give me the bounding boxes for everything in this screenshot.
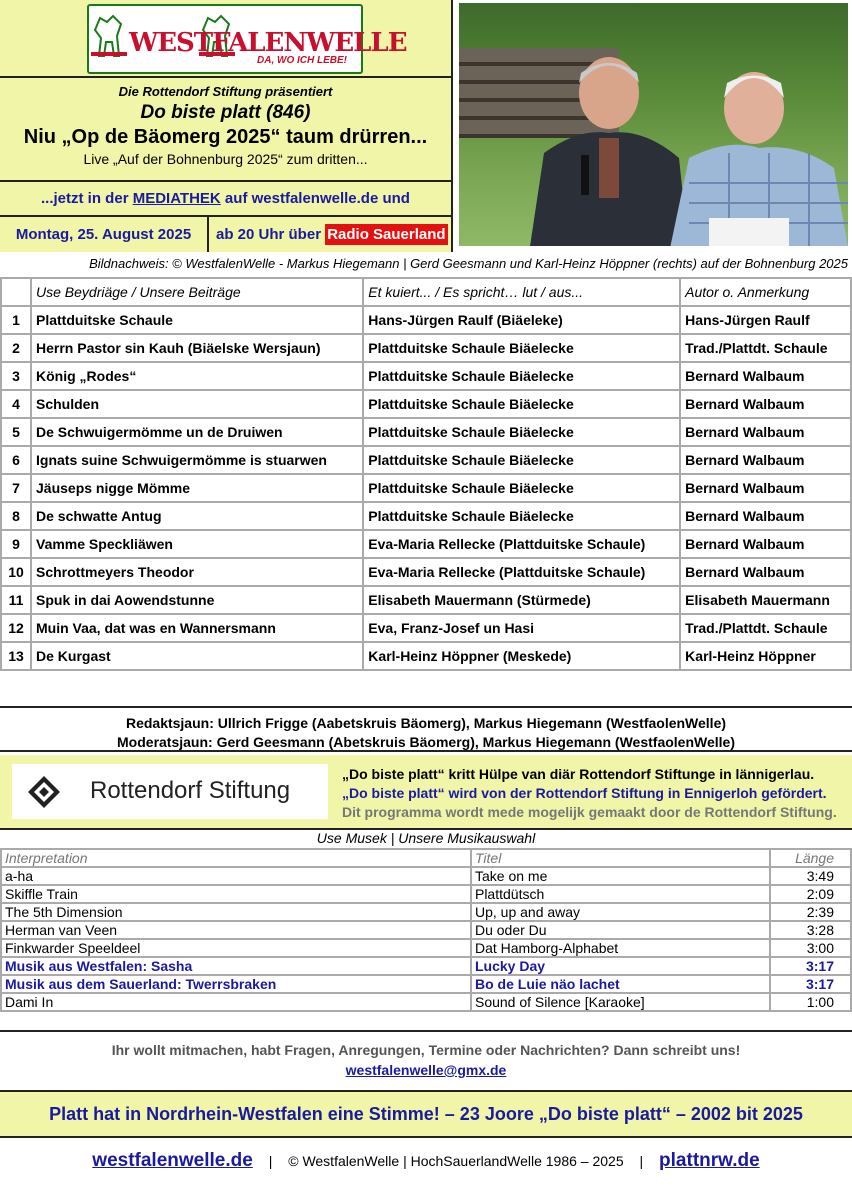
program-number: 5 [1, 418, 31, 446]
program-number: 8 [1, 502, 31, 530]
music-title: Take on me [471, 867, 770, 885]
broadcast-time-text: ab 20 Uhr über [216, 226, 326, 243]
program-author: Karl-Heinz Höppner [680, 642, 851, 670]
music-artist: a-ha [1, 867, 471, 885]
music-title: Up, up and away [471, 903, 770, 921]
anniversary-banner: Platt hat in Nordrhein-Westfalen eine Stimme! – 23 Joore „Do biste platt“ – 2002 bit 2025 [0, 1090, 852, 1138]
footer [0, 1150, 852, 1172]
program-author: Bernard Walbaum [680, 446, 851, 474]
program-title: De schwatte Antug [31, 502, 363, 530]
music-row [1, 975, 851, 993]
horse-icon [91, 12, 127, 60]
music-section-title: Use Musek | Unsere Musikauswahl [316, 830, 536, 846]
program-title: Jäuseps nigge Mömme [31, 474, 363, 502]
music-table [0, 848, 852, 1012]
program-speaker: Plattduitske Schaule Biäelecke [363, 334, 680, 362]
music-artist: Dami In [1, 993, 471, 1011]
music-artist: Finkwarder Speeldeel [1, 939, 471, 957]
program-row [1, 614, 851, 642]
show-title: Do biste platt (846) [140, 102, 311, 123]
episode-subtitle: Live „Auf der Bohnenburg 2025“ zum dritten... [83, 151, 368, 167]
music-row [1, 921, 851, 939]
moderation-line: Moderatsjaun: Gerd Geesmann (Abetskruis Bäomerg), Markus Hiegemann (WestfaolenWelle) [117, 734, 735, 750]
program-speaker: Eva, Franz-Josef un Hasi [363, 614, 680, 642]
program-title: Schrottmeyers Theodor [31, 558, 363, 586]
program-title: Spuk in dai Aowendstunne [31, 586, 363, 614]
program-header-cell: Autor o. Anmerkung [680, 278, 851, 306]
presenter-line: Die Rottendorf Stiftung präsentiert [118, 84, 333, 99]
music-title: Plattdütsch [471, 885, 770, 903]
rottendorf-logo-text: Rottendorf Stiftung [90, 777, 291, 804]
contact-email-link[interactable]: westfalenwelle@gmx.de [345, 1062, 507, 1078]
program-header-row [1, 278, 851, 306]
team-credits [0, 706, 852, 752]
footer-westfalenwelle-link[interactable]: westfalenwelle.de [92, 1150, 253, 1171]
music-row [1, 885, 851, 903]
logo-wordmark: WESTFALENWELLE [129, 28, 407, 58]
program-author: Trad./Plattdt. Schaule [680, 614, 851, 642]
sponsor-text [342, 765, 837, 822]
program-header-cell: Use Beydriäge / Unsere Beiträge [31, 278, 363, 306]
diamond-icon [28, 776, 60, 808]
program-row [1, 558, 851, 586]
mediathek-prefix: ...jetzt in der [41, 190, 133, 207]
broadcast-line [0, 216, 451, 252]
music-length: 3:17 [770, 957, 851, 975]
photo-credits: Bildnachweis: © WestfalenWelle - Markus Hiegemann | Gerd Geesmann und Karl-Heinz Höppner (rechts) auf der Bohnenburg 2025 [89, 256, 848, 271]
music-row [1, 957, 851, 975]
music-artist: Musik aus Westfalen: Sasha [1, 957, 471, 975]
presentation-block [0, 80, 451, 167]
program-author: Hans-Jürgen Raulf [680, 306, 851, 334]
music-row [1, 903, 851, 921]
program-speaker: Elisabeth Mauermann (Stürmede) [363, 586, 680, 614]
music-artist: Herman van Veen [1, 921, 471, 939]
footer-plattnrw-link[interactable]: plattnrw.de [659, 1150, 760, 1171]
broadcast-date: Montag, 25. August 2025 [0, 216, 209, 252]
program-speaker: Karl-Heinz Höppner (Meskede) [363, 642, 680, 670]
program-title: König „Rodes“ [31, 362, 363, 390]
program-title: De Schwuigermömme un de Druiwen [31, 418, 363, 446]
program-number: 1 [1, 306, 31, 334]
music-length: 2:39 [770, 903, 851, 921]
program-row [1, 362, 851, 390]
program-speaker: Plattduitske Schaule Biäelecke [363, 502, 680, 530]
sponsor-line-dutch: Dit programma wordt mede mogelijk gemaakt door de Rottendorf Stiftung. [342, 804, 837, 820]
mediathek-link[interactable]: MEDIATHEK [132, 190, 221, 207]
program-table [0, 277, 852, 671]
program-row [1, 642, 851, 670]
music-header-cell: Länge [770, 849, 851, 867]
music-artist: The 5th Dimension [1, 903, 471, 921]
music-title: Lucky Day [471, 957, 770, 975]
header-info-panel [0, 0, 453, 252]
contact-block [0, 1030, 852, 1092]
program-author: Bernard Walbaum [680, 362, 851, 390]
program-author: Bernard Walbaum [680, 502, 851, 530]
program-speaker: Eva-Maria Rellecke (Plattduitske Schaule) [363, 558, 680, 586]
music-length: 3:17 [770, 975, 851, 993]
program-number: 4 [1, 390, 31, 418]
program-row [1, 418, 851, 446]
contact-question: Ihr wollt mitmachen, habt Fragen, Anregungen, Termine oder Nachrichten? Dann schreibt uns! [111, 1042, 741, 1058]
sponsor-block [0, 755, 852, 830]
program-header-cell: Et kuiert... / Es spricht… lut / aus... [363, 278, 680, 306]
program-author: Bernard Walbaum [680, 474, 851, 502]
program-author: Bernard Walbaum [680, 558, 851, 586]
program-speaker: Plattduitske Schaule Biäelecke [363, 362, 680, 390]
program-header-cell [1, 278, 31, 306]
episode-title: Niu „Op de Bäomerg 2025“ taum drürren... [23, 126, 428, 148]
music-length: 2:09 [770, 885, 851, 903]
music-artist: Skiffle Train [1, 885, 471, 903]
program-title: Herrn Pastor sin Kauh (Biäelske Wersjaun) [31, 334, 363, 362]
person-right-image [649, 53, 848, 246]
program-title: De Kurgast [31, 642, 363, 670]
program-number: 3 [1, 362, 31, 390]
program-row [1, 306, 851, 334]
program-author: Elisabeth Mauermann [680, 586, 851, 614]
rottendorf-logo[interactable] [12, 764, 328, 819]
sponsor-line-german: „Do biste platt“ wird von der Rottendorf Stiftung in Ennigerloh gefördert. [342, 785, 827, 801]
program-title: Muin Vaa, dat was en Wannersmann [31, 614, 363, 642]
program-number: 2 [1, 334, 31, 362]
music-header-cell: Interpretation [1, 849, 471, 867]
music-header-row [1, 849, 851, 867]
program-row [1, 474, 851, 502]
program-author: Bernard Walbaum [680, 390, 851, 418]
program-number: 13 [1, 642, 31, 670]
mediathek-line [0, 180, 451, 217]
music-row [1, 867, 851, 885]
program-row [1, 530, 851, 558]
program-speaker: Hans-Jürgen Raulf (Biäeleke) [363, 306, 680, 334]
music-length: 3:28 [770, 921, 851, 939]
redaktion-line: Redaktsjaun: Ullrich Frigge (Aabetskruis Bäomerg), Markus Hiegemann (WestfaolenWelle) [125, 715, 727, 731]
music-title: Sound of Silence [Karaoke] [471, 993, 770, 1011]
music-artist: Musik aus dem Sauerland: Twerrsbraken [1, 975, 471, 993]
footer-separator: | [268, 1153, 273, 1169]
program-number: 9 [1, 530, 31, 558]
logo-area [0, 0, 451, 78]
program-number: 11 [1, 586, 31, 614]
program-author: Bernard Walbaum [680, 418, 851, 446]
program-speaker: Plattduitske Schaule Biäelecke [363, 474, 680, 502]
program-number: 10 [1, 558, 31, 586]
program-title: Vamme Speckliäwen [31, 530, 363, 558]
radio-sauerland-badge[interactable]: Radio Sauerland [327, 226, 446, 243]
program-speaker: Plattduitske Schaule Biäelecke [363, 418, 680, 446]
program-author: Bernard Walbaum [680, 530, 851, 558]
program-row [1, 446, 851, 474]
sponsor-line-plattdeutsch: „Do biste platt“ kritt Hülpe van diär Rottendorf Stiftunge in lännigerlau. [342, 766, 815, 782]
music-header-cell: Titel [471, 849, 770, 867]
logo-slogan: DA, WO ICH LEBE! [257, 55, 347, 66]
westfalenwelle-logo[interactable] [87, 4, 407, 74]
footer-separator: | [639, 1153, 644, 1169]
program-row [1, 502, 851, 530]
program-number: 7 [1, 474, 31, 502]
footer-copyright: © WestfalenWelle | HochSauerlandWelle 1986 – 2025 [288, 1153, 624, 1169]
program-row [1, 334, 851, 362]
header [0, 0, 852, 252]
music-row [1, 993, 851, 1011]
program-title: Schulden [31, 390, 363, 418]
mediathek-suffix: auf westfalenwelle.de und [220, 190, 410, 207]
broadcast-time [216, 216, 448, 254]
music-length: 1:00 [770, 993, 851, 1011]
music-length: 3:00 [770, 939, 851, 957]
program-number: 6 [1, 446, 31, 474]
music-row [1, 939, 851, 957]
header-photo [459, 3, 848, 246]
program-row [1, 586, 851, 614]
music-title: Bo de Luie näo lachet [471, 975, 770, 993]
program-number: 12 [1, 614, 31, 642]
program-author: Trad./Plattdt. Schaule [680, 334, 851, 362]
music-length: 3:49 [770, 867, 851, 885]
program-speaker: Eva-Maria Rellecke (Plattduitske Schaule) [363, 530, 680, 558]
program-title: Ignats suine Schwuigermömme is stuarwen [31, 446, 363, 474]
program-speaker: Plattduitske Schaule Biäelecke [363, 446, 680, 474]
music-title: Dat Hamborg-Alphabet [471, 939, 770, 957]
program-row [1, 390, 851, 418]
music-title: Du oder Du [471, 921, 770, 939]
program-title: Plattduitske Schaule [31, 306, 363, 334]
program-speaker: Plattduitske Schaule Biäelecke [363, 390, 680, 418]
